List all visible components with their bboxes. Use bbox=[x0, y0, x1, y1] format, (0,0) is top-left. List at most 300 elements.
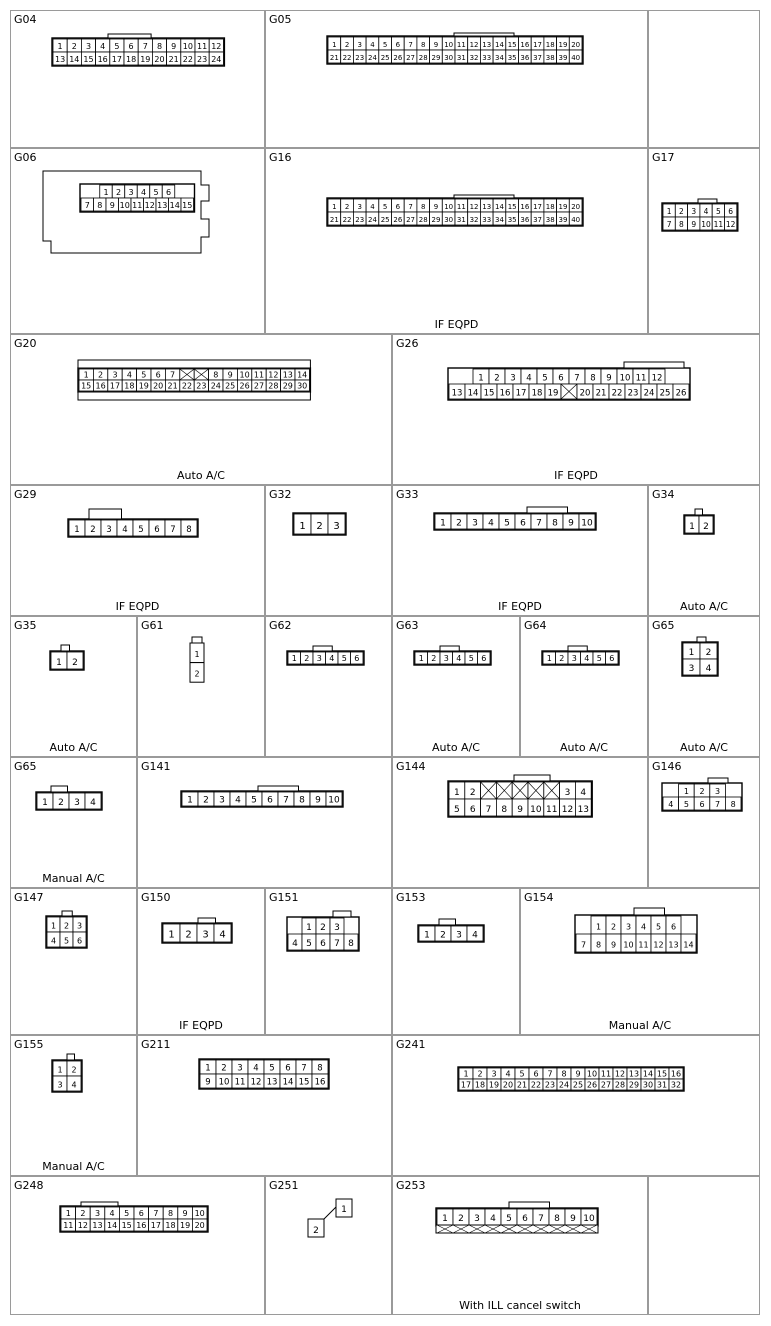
pin-cell bbox=[308, 1219, 324, 1237]
connector-latch bbox=[78, 360, 310, 368]
pin-number: 23 bbox=[196, 381, 207, 391]
connector-cell bbox=[10, 1176, 265, 1315]
pin-cell bbox=[167, 52, 181, 65]
pin-cell bbox=[531, 199, 544, 212]
pin-cell bbox=[134, 1207, 149, 1219]
connector-cell bbox=[392, 1176, 648, 1315]
pin-number: 2 bbox=[699, 786, 705, 796]
pin-cell bbox=[544, 199, 557, 212]
pin-number: 1 bbox=[65, 1209, 71, 1218]
pin-number: 2 bbox=[440, 930, 446, 941]
pin-number: 1 bbox=[454, 787, 460, 798]
connector-pins bbox=[449, 369, 689, 399]
pin-number: 3 bbox=[85, 41, 92, 51]
pin-cell bbox=[571, 1068, 585, 1079]
pin-cell bbox=[688, 204, 700, 217]
pin-number: 34 bbox=[494, 53, 504, 62]
pin-cell bbox=[700, 643, 717, 659]
connector-latch bbox=[78, 392, 310, 400]
pin-cell bbox=[569, 50, 582, 63]
pin-number: 6 bbox=[699, 799, 705, 809]
pin-cell bbox=[725, 217, 737, 230]
pin-number: 10 bbox=[444, 202, 454, 211]
pin-number: 1 bbox=[418, 654, 424, 663]
pin-cell bbox=[544, 212, 557, 225]
connector-drawing bbox=[11, 11, 264, 147]
pin-cell bbox=[181, 39, 195, 52]
pin-number: 25 bbox=[380, 53, 390, 62]
pin-number: 12 bbox=[77, 1221, 88, 1230]
pin-number: 2 bbox=[72, 657, 78, 668]
pin-number: 7 bbox=[666, 219, 672, 229]
pin-number: 15 bbox=[83, 54, 94, 64]
pin-cell bbox=[353, 212, 366, 225]
pin-cell bbox=[311, 514, 328, 534]
connector-pins bbox=[419, 926, 483, 941]
pin-number: 38 bbox=[545, 215, 555, 224]
pin-number: 27 bbox=[406, 215, 416, 224]
pin-cell bbox=[557, 199, 570, 212]
pin-number: 25 bbox=[659, 388, 671, 399]
pin-number: 31 bbox=[456, 53, 466, 62]
pin-cell bbox=[467, 514, 483, 529]
pin-cell bbox=[366, 50, 379, 63]
pin-cell bbox=[302, 934, 316, 950]
pin-number: 20 bbox=[571, 202, 581, 211]
pin-cell bbox=[152, 39, 166, 52]
pin-number: 9 bbox=[182, 1209, 188, 1218]
connector-tab bbox=[634, 908, 665, 915]
pin-cell bbox=[440, 652, 453, 664]
pin-number: 11 bbox=[132, 200, 143, 210]
pin-number: 1 bbox=[103, 187, 109, 197]
pin-cell bbox=[216, 1074, 232, 1088]
connector-drawing bbox=[11, 486, 264, 615]
connector-pins bbox=[37, 793, 101, 809]
connector-tab bbox=[454, 195, 514, 198]
connector-cell bbox=[137, 888, 265, 1035]
connector-pins bbox=[47, 917, 86, 947]
pin-cell bbox=[151, 380, 165, 391]
connector-code: G29 bbox=[14, 488, 37, 501]
connector-pins bbox=[663, 204, 737, 230]
pin-number: 8 bbox=[421, 40, 426, 49]
connector-outline bbox=[324, 1207, 336, 1219]
pin-number: 12 bbox=[561, 804, 574, 815]
pin-number: 6 bbox=[395, 40, 401, 49]
pin-number: 28 bbox=[418, 53, 428, 62]
pin-cell bbox=[93, 380, 107, 391]
connector-drawing bbox=[266, 149, 647, 333]
pin-cell bbox=[301, 652, 314, 664]
connector-drawing bbox=[11, 149, 264, 333]
pin-number: 5 bbox=[542, 373, 548, 384]
pin-cell bbox=[575, 782, 591, 799]
pin-number: 1 bbox=[546, 654, 552, 663]
connector-note: Auto A/C bbox=[177, 469, 225, 482]
pin-number: 2 bbox=[90, 525, 96, 535]
pin-cell bbox=[521, 369, 537, 384]
pin-number: 40 bbox=[571, 53, 581, 62]
pin-number: 13 bbox=[451, 388, 463, 399]
pin-cell bbox=[449, 799, 465, 816]
pin-number: 9 bbox=[205, 1077, 211, 1088]
pin-number: 23 bbox=[355, 215, 365, 224]
pin-cell bbox=[517, 1209, 533, 1225]
pin-cell bbox=[163, 1207, 178, 1219]
pin-cell bbox=[465, 799, 481, 816]
pin-cell bbox=[455, 50, 468, 63]
pin-cell bbox=[122, 369, 136, 380]
pin-cell bbox=[392, 37, 405, 50]
pin-cell bbox=[404, 199, 417, 212]
connector-note: Manual A/C bbox=[608, 1019, 672, 1032]
pin-cell bbox=[581, 1209, 597, 1225]
connector-tab bbox=[81, 1202, 118, 1206]
pin-cell bbox=[61, 1207, 76, 1219]
pin-cell bbox=[137, 369, 151, 380]
pin-number: 2 bbox=[494, 373, 500, 384]
pin-number: 21 bbox=[329, 53, 339, 62]
pin-cell bbox=[137, 185, 150, 198]
pin-cell bbox=[404, 50, 417, 63]
pin-number: 32 bbox=[469, 53, 479, 62]
pin-cell bbox=[663, 797, 679, 810]
connector-cell bbox=[520, 616, 648, 757]
pin-cell bbox=[579, 514, 595, 529]
pin-cell bbox=[621, 934, 636, 952]
pin-cell bbox=[163, 1219, 178, 1231]
pin-number: 29 bbox=[282, 381, 293, 391]
pin-cell bbox=[560, 782, 576, 799]
pin-cell bbox=[195, 52, 209, 65]
connector-cell bbox=[10, 757, 137, 888]
pin-number: 24 bbox=[367, 215, 377, 224]
pin-number: 39 bbox=[558, 215, 568, 224]
pin-number: 5 bbox=[269, 1063, 275, 1074]
pin-number: 5 bbox=[382, 202, 388, 211]
pin-number: 19 bbox=[547, 388, 559, 399]
pin-number: 2 bbox=[431, 654, 437, 663]
pin-number: 24 bbox=[367, 53, 377, 62]
pin-number: 27 bbox=[600, 1080, 612, 1090]
connector-code: G65 bbox=[14, 760, 37, 773]
pin-number: 4 bbox=[122, 525, 128, 535]
pin-number: 8 bbox=[317, 1063, 323, 1074]
pin-number: 11 bbox=[197, 41, 208, 51]
pin-cell bbox=[505, 369, 521, 384]
connector-tab bbox=[108, 34, 151, 38]
pin-number: 18 bbox=[126, 54, 137, 64]
pin-number: 7 bbox=[536, 518, 542, 529]
pin-number: 22 bbox=[530, 1080, 542, 1090]
pin-number: 22 bbox=[182, 54, 193, 64]
pin-cell bbox=[501, 1079, 515, 1090]
pin-cell bbox=[366, 212, 379, 225]
pin-cell bbox=[149, 1207, 164, 1219]
pin-number: 6 bbox=[481, 654, 487, 663]
pin-cell bbox=[353, 50, 366, 63]
connector-cell bbox=[137, 1035, 392, 1176]
pin-cell bbox=[417, 212, 430, 225]
pin-number: 7 bbox=[538, 1214, 544, 1224]
pin-cell bbox=[575, 799, 591, 816]
pin-number: 4 bbox=[90, 798, 96, 808]
pin-number: 1 bbox=[332, 40, 337, 49]
pin-cell bbox=[106, 198, 119, 211]
pin-cell bbox=[506, 37, 519, 50]
pin-number: 33 bbox=[482, 53, 492, 62]
pin-number: 14 bbox=[107, 1221, 118, 1230]
pin-cell bbox=[473, 1079, 487, 1090]
pin-number: 10 bbox=[623, 940, 634, 950]
pin-number: 8 bbox=[97, 200, 103, 210]
pin-number: 7 bbox=[153, 1209, 159, 1218]
pin-number: 16 bbox=[520, 202, 530, 211]
pin-cell bbox=[557, 1079, 571, 1090]
pin-number: 2 bbox=[705, 648, 712, 658]
pin-number: 17 bbox=[460, 1080, 472, 1090]
pin-number: 3 bbox=[57, 1080, 63, 1090]
pin-number: 13 bbox=[282, 370, 293, 380]
pin-number: 4 bbox=[100, 41, 106, 51]
pin-cell bbox=[655, 1068, 669, 1079]
pin-number: 7 bbox=[334, 939, 340, 949]
pin-number: 21 bbox=[595, 388, 607, 399]
pin-number: 6 bbox=[138, 1209, 144, 1218]
pin-cell bbox=[181, 198, 194, 211]
pin-cell bbox=[636, 934, 651, 952]
pin-cell bbox=[430, 37, 443, 50]
pin-cell bbox=[392, 50, 405, 63]
pin-cell bbox=[93, 369, 107, 380]
pin-number: 1 bbox=[689, 521, 695, 532]
pin-cell bbox=[108, 369, 122, 380]
pin-cell bbox=[700, 217, 712, 230]
pin-number: 6 bbox=[670, 922, 677, 932]
pin-number: 4 bbox=[640, 922, 647, 932]
pin-number: 4 bbox=[488, 518, 494, 529]
pin-number: 4 bbox=[235, 795, 241, 806]
pin-number: 3 bbox=[357, 202, 362, 211]
pin-cell bbox=[679, 797, 695, 810]
pin-cell bbox=[499, 514, 515, 529]
pin-number: 8 bbox=[348, 939, 354, 949]
pin-cell bbox=[81, 198, 94, 211]
connector-pins bbox=[308, 1199, 352, 1237]
pin-cell bbox=[710, 784, 726, 797]
pin-cell bbox=[134, 1219, 149, 1231]
connector-code: G253 bbox=[396, 1179, 426, 1192]
connector-pins bbox=[190, 643, 204, 682]
pin-number: 4 bbox=[370, 202, 375, 211]
pin-cell bbox=[294, 514, 311, 534]
pin-cell bbox=[442, 50, 455, 63]
pin-cell bbox=[366, 37, 379, 50]
pin-cell bbox=[181, 520, 197, 536]
connector-pins bbox=[576, 916, 696, 952]
pin-number: 8 bbox=[730, 799, 736, 809]
pin-number: 7 bbox=[283, 795, 289, 806]
connector-code: G241 bbox=[396, 1038, 426, 1051]
pin-cell bbox=[545, 384, 561, 399]
pin-cell bbox=[214, 924, 231, 942]
pin-cell bbox=[649, 369, 665, 384]
pin-cell bbox=[69, 520, 85, 536]
pin-number: 1 bbox=[42, 798, 48, 808]
pin-cell bbox=[124, 52, 138, 65]
pin-number: 1 bbox=[291, 654, 297, 663]
connector-code: G155 bbox=[14, 1038, 44, 1051]
pin-number: 19 bbox=[180, 1221, 191, 1230]
pin-number: 1 bbox=[424, 930, 430, 941]
pin-number: 11 bbox=[456, 40, 466, 49]
pin-cell bbox=[108, 380, 122, 391]
pin-cell bbox=[531, 37, 544, 50]
pin-number: 29 bbox=[628, 1080, 640, 1090]
pin-number: 5 bbox=[138, 525, 144, 535]
pin-cell bbox=[232, 1060, 248, 1074]
pin-number: 4 bbox=[526, 373, 532, 384]
pin-cell bbox=[591, 934, 606, 952]
pin-cell bbox=[214, 792, 230, 806]
pin-cell bbox=[316, 918, 330, 934]
pin-cell bbox=[110, 52, 124, 65]
pin-cell bbox=[281, 380, 295, 391]
pin-number: 1 bbox=[205, 1063, 211, 1074]
pin-number: 2 bbox=[316, 521, 323, 532]
pin-number: 11 bbox=[253, 370, 265, 380]
pin-cell bbox=[198, 792, 214, 806]
pin-number: 10 bbox=[586, 1069, 598, 1079]
pin-cell bbox=[459, 1068, 473, 1079]
pin-number: 3 bbox=[456, 930, 462, 941]
pin-number: 3 bbox=[202, 929, 209, 941]
pin-cell bbox=[528, 782, 544, 799]
pin-cell bbox=[547, 514, 563, 529]
pin-number: 17 bbox=[515, 388, 527, 399]
pin-number: 18 bbox=[531, 388, 543, 399]
pin-cell bbox=[455, 199, 468, 212]
pin-cell bbox=[266, 369, 280, 380]
connector-code: G147 bbox=[14, 891, 44, 904]
pin-cell bbox=[699, 516, 713, 533]
pin-cell bbox=[151, 369, 165, 380]
pin-number: 1 bbox=[306, 923, 312, 933]
pin-number: 25 bbox=[225, 381, 236, 391]
pin-number: 6 bbox=[558, 373, 564, 384]
pin-cell bbox=[328, 37, 341, 50]
pin-number: 7 bbox=[547, 1069, 553, 1079]
connector-cell bbox=[265, 10, 648, 148]
pin-number: 1 bbox=[194, 650, 200, 659]
pin-cell bbox=[455, 37, 468, 50]
pin-number: 35 bbox=[507, 215, 517, 224]
connector-tab bbox=[708, 778, 728, 783]
pin-number: 18 bbox=[545, 40, 555, 49]
pin-number: 6 bbox=[609, 654, 615, 663]
pin-cell bbox=[688, 217, 700, 230]
pin-cell bbox=[351, 652, 364, 664]
pin-number: 13 bbox=[266, 1077, 278, 1088]
pin-number: 4 bbox=[505, 1069, 511, 1079]
connector-pins bbox=[53, 1061, 81, 1091]
pin-cell bbox=[531, 212, 544, 225]
pin-cell bbox=[252, 380, 266, 391]
pin-number: 28 bbox=[418, 215, 428, 224]
pin-cell bbox=[296, 1060, 312, 1074]
pin-number: 36 bbox=[520, 53, 530, 62]
pin-cell bbox=[519, 212, 532, 225]
pin-cell bbox=[223, 380, 237, 391]
pin-number: 7 bbox=[408, 202, 413, 211]
connector-code: G20 bbox=[14, 337, 37, 350]
pin-number: 4 bbox=[219, 929, 226, 941]
pin-cell bbox=[557, 1068, 571, 1079]
pin-number: 29 bbox=[431, 215, 441, 224]
pin-number: 10 bbox=[583, 1214, 595, 1224]
pin-number: 5 bbox=[341, 654, 347, 663]
pin-cell bbox=[473, 1068, 487, 1079]
connector-pins bbox=[683, 643, 717, 675]
connector-cell bbox=[648, 148, 760, 334]
pin-cell bbox=[137, 380, 151, 391]
pin-number: 7 bbox=[84, 200, 90, 210]
pin-number: 6 bbox=[520, 518, 526, 529]
pin-cell bbox=[280, 1060, 296, 1074]
pin-cell bbox=[69, 793, 85, 809]
connector-pins bbox=[415, 652, 490, 664]
pin-cell bbox=[430, 50, 443, 63]
pin-number: 6 bbox=[154, 525, 160, 535]
pin-cell bbox=[295, 380, 309, 391]
pin-cell bbox=[725, 797, 741, 810]
pin-cell bbox=[67, 1061, 81, 1076]
pin-number: 4 bbox=[370, 40, 375, 49]
pin-number: 24 bbox=[558, 1080, 570, 1090]
pin-cell bbox=[556, 652, 569, 664]
pin-number: 1 bbox=[332, 202, 337, 211]
pin-number: 11 bbox=[713, 219, 724, 229]
pin-number: 37 bbox=[533, 215, 543, 224]
pin-number: 4 bbox=[109, 1209, 115, 1218]
pin-cell bbox=[81, 39, 95, 52]
pin-number: 4 bbox=[140, 187, 147, 197]
pin-number: 4 bbox=[668, 799, 674, 809]
pin-number: 16 bbox=[97, 54, 108, 64]
pin-cell bbox=[310, 792, 326, 806]
pin-number: 17 bbox=[150, 1221, 161, 1230]
pin-cell bbox=[144, 198, 157, 211]
pin-number: 13 bbox=[668, 940, 679, 950]
pin-number: 21 bbox=[329, 215, 339, 224]
connector-drawing bbox=[521, 617, 647, 756]
pin-cell bbox=[312, 1074, 328, 1088]
pin-cell bbox=[417, 199, 430, 212]
pin-cell bbox=[53, 793, 69, 809]
pin-number: 7 bbox=[574, 373, 580, 384]
pin-number: 5 bbox=[251, 795, 257, 806]
pin-number: 5 bbox=[141, 370, 147, 380]
pin-cell bbox=[487, 1079, 501, 1090]
pin-cell bbox=[73, 932, 86, 947]
connector-code: G251 bbox=[269, 1179, 299, 1192]
pin-cell bbox=[451, 514, 467, 529]
pin-cell bbox=[246, 792, 262, 806]
pin-cell bbox=[90, 1207, 105, 1219]
pin-cell bbox=[96, 52, 110, 65]
pin-cell bbox=[248, 1074, 264, 1088]
